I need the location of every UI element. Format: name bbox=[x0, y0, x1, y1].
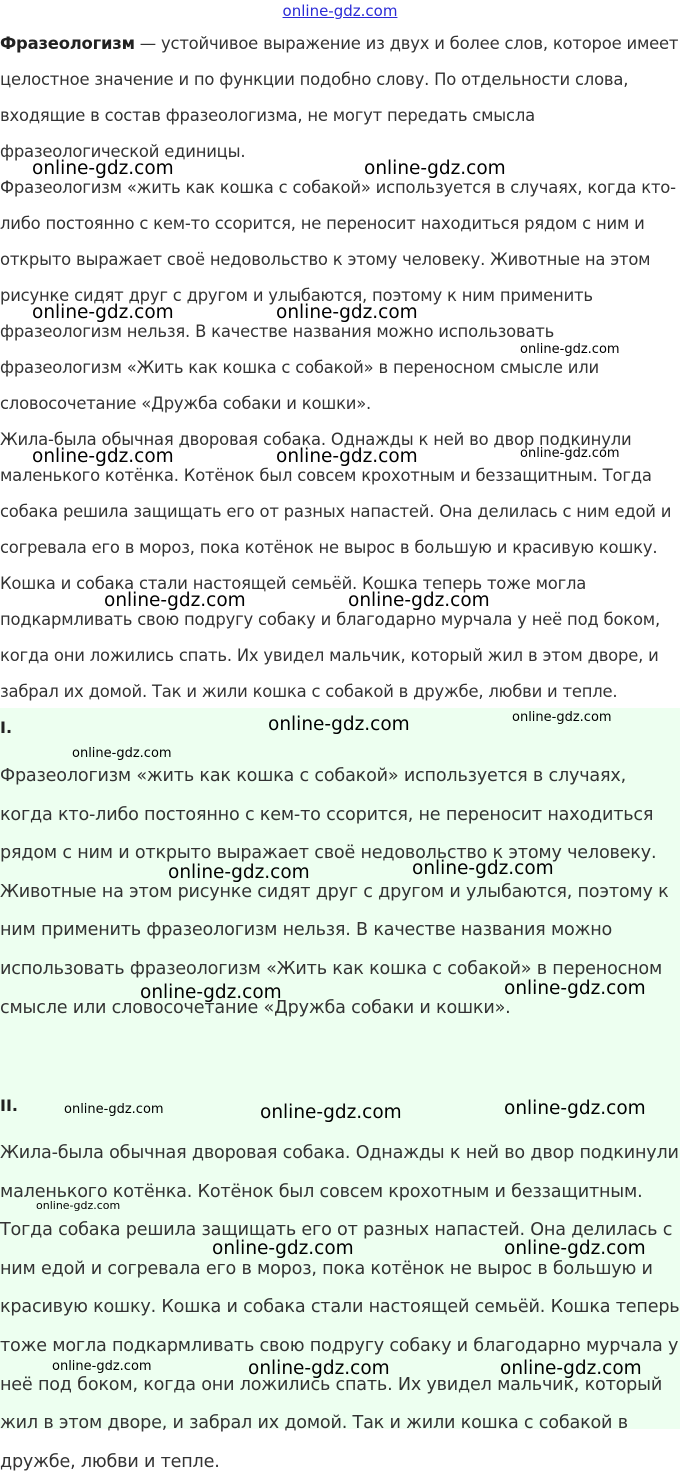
watermark: online-gdz.com bbox=[260, 1102, 402, 1123]
watermark: online-gdz.com bbox=[168, 862, 310, 883]
watermark: online-gdz.com bbox=[504, 978, 646, 999]
watermark: online-gdz.com bbox=[504, 1238, 646, 1259]
watermark: online-gdz.com bbox=[212, 1238, 354, 1259]
watermark: online-gdz.com bbox=[64, 1102, 164, 1117]
watermark: online-gdz.com bbox=[32, 302, 174, 323]
watermark: online-gdz.com bbox=[520, 446, 620, 461]
watermark: online-gdz.com bbox=[500, 1358, 642, 1379]
watermark: online-gdz.com bbox=[248, 1358, 390, 1379]
section-2-number: II. bbox=[0, 1096, 18, 1115]
term-bold: Фразеологизм bbox=[0, 34, 135, 53]
story-paragraph: Жила-была обычная дворовая собака. Однажды к ней во двор подкинули маленького котёнка. Котёнок был совсем крохотным и беззащитным. Тогда собака решила защищать его от разных напастей. Она делилась с ним едой и согревала его в мороз, пока котёнок не вырос в большую и красивую кошку. Кошка и собака стали настоящей семьёй. Кошка теперь тоже могла подкармливать свою подругу собаку и благодарно мурчала у неё под боком, когда они ложились спать. Их увидел мальчик, который жил в этом дворе, и забрал их домой. Так и жили кошка с собакой в дружбе, любви и тепле. bbox=[0, 430, 672, 701]
watermark: online-gdz.com bbox=[268, 714, 410, 735]
watermark: online-gdz.com bbox=[276, 302, 418, 323]
watermark: online-gdz.com bbox=[72, 746, 172, 761]
watermark: online-gdz.com bbox=[36, 1199, 121, 1212]
watermark: online-gdz.com bbox=[104, 590, 246, 611]
watermark: online-gdz.com bbox=[32, 446, 174, 467]
section-1-number: I. bbox=[0, 718, 13, 737]
watermark: online-gdz.com bbox=[412, 858, 554, 879]
definition-text: — устойчивое выражение из двух и более слов, которое имеет целостное значение и по функции подобно слову. По отдельности слова, входящие в состав фразеологизма, не могут передать смысла фразеологической единицы. bbox=[0, 34, 679, 161]
watermark: online-gdz.com bbox=[364, 158, 506, 179]
watermark: online-gdz.com bbox=[52, 1359, 152, 1374]
watermark: online-gdz.com bbox=[512, 710, 612, 725]
watermark: online-gdz.com bbox=[520, 342, 620, 357]
explanation-paragraph: Фразеологизм «жить как кошка с собакой» используется в случаях, когда кто-либо постоянно с кем-то ссорится, не переносит находиться рядом с ним и открыто выражает своё недовольство к этому человеку. Животные на этом рисунке сидят друг с другом и улыбаются, поэтому к ним применить фразеологизм нельзя. В качестве названия можно использовать фразеологизм «Жить как кошка с собакой» в переносном смысле или словосочетание «Дружба собаки и кошки». bbox=[0, 178, 676, 413]
intro-text bbox=[0, 26, 680, 710]
watermark: online-gdz.com bbox=[32, 158, 174, 179]
watermark: online-gdz.com bbox=[276, 446, 418, 467]
watermark: online-gdz.com bbox=[140, 982, 282, 1003]
site-header-link[interactable]: online-gdz.com bbox=[282, 2, 398, 20]
answer-block bbox=[0, 708, 680, 1472]
watermark: online-gdz.com bbox=[348, 590, 490, 611]
watermark: online-gdz.com bbox=[504, 1098, 646, 1119]
section-2-text: Жила-была обычная дворовая собака. Однажды к ней во двор подкинули маленького котёнка. Котёнок был совсем крохотным и беззащитным. Тогда собака решила защищать его от разных напастей. Она делилась с ним едой и согревала его в мороз, пока котёнок не вырос в большую и красивую кошку. Кошка и собака стали настоящей семьёй. Кошка теперь тоже могла подкармливать свою подругу собаку и благодарно мурчала у неё под боком, когда они ложились спать. Их увидел мальчик, который жил в этом дворе, и забрал их домой. Так и жили кошка с собакой в дружбе, любви и тепле. bbox=[0, 1143, 680, 1472]
definition-paragraph bbox=[0, 26, 680, 170]
section-1-text: Фразеологизм «жить как кошка с собакой» используется в случаях, когда кто-либо постоянно с кем-то ссорится, не переносит находиться рядом с ним и открыто выражает своё недовольство к этому человеку. Животные на этом рисунке сидят друг с другом и улыбаются, поэтому к ним применить фразеологизм нельзя. В качестве названия можно использовать фразеологизм «Жить как кошка с собакой» в переносном смысле или словосочетание «Дружба собаки и кошки». bbox=[0, 766, 669, 1018]
